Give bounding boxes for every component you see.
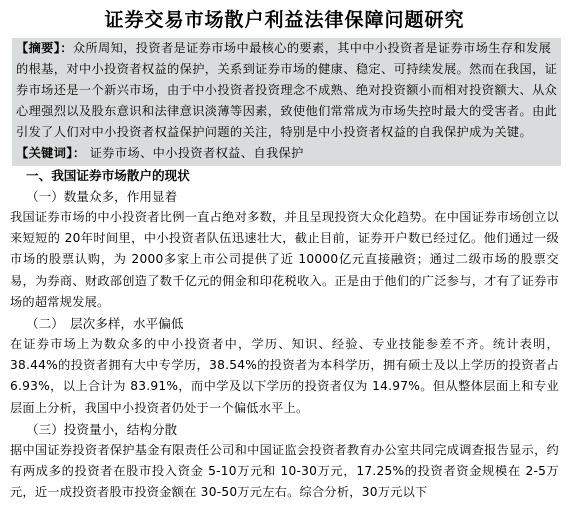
keywords-label: 【关键词】： [16, 146, 86, 160]
paragraph-1: 我国证券市场的中小投资者比例一直占绝对多数，并且呈现投资大众化趋势。在中国证券市场创立以来短短的 20年时间里，中小投资者队伍迅速壮大，截止目前，证券开户数已经过亿。他们通过一级市场的股票认购，为 2000多家上市公司提供了近 10000亿元直接融资；通过二级市场的股票交易，为券商、财政部创造了数千亿元的佣金和印花税收入。正是由于他们的广泛参与，才有了证券市场的超常规发展。 [10, 210, 559, 309]
document-title: 证券交易市场散户利益法律保障问题研究 [104, 9, 465, 31]
keywords-text: 证券市场、中小投资者权益、自我保护 [89, 146, 304, 160]
abstract-text: 众所周知，投资者是证券市场中最核心的要素，其中中小投资者是证券市场生存和发展的根基，对中小投资者权益的保护，关系到证券市场的健康、稳定、可持续发展。然而在我国，证券市场还是一个新兴市场，由于中小投资者投资理念不成熟、绝对投资额小而相对投资额大、从众心理强烈以及股东意识和法律意识淡薄等因素，致使他们常常成为市场失控时最大的受害者。由此引发了人们对中小投资者权益保护问题的关注，特别是中小投资者权益的自我保护成为关键。 [16, 41, 558, 139]
paragraph-2: 在证券市场上为数众多的中小投资者中，学历、知识、经验、专业技能参差不齐。统计表明，38.44%的投资者拥有大中专学历，38.54%的投资者为本科学历，拥有硕士及以上学历的投资者占 6.93%，以上合计为 83.91%，而中学及以下学历的投资者仅为 14.97%。但从整体层面上和专业层面上分析，我国中小投资者仍处于一个偏低水平上。 [10, 337, 559, 415]
subsection-heading-1: （一）数量众多，作用显着 [26, 189, 178, 204]
abstract-label: 【摘要】： [16, 41, 73, 55]
keywords-line [16, 143, 559, 164]
subsection-heading-3: （三）投资量小，结构分散 [26, 421, 178, 437]
subsection-heading-2: （二） 层次多样，水平偏低 [26, 316, 184, 332]
section-heading: 一、我国证券市场散户的现状 [26, 168, 190, 183]
abstract-block [12, 38, 561, 166]
paragraph-3: 据中国证券投资者保护基金有限责任公司和中国证监会投资者教育办公室共同完成调查报告显示，约有两成多的投资者在股市投入资金 5-10万元和 10-30万元，17.25%的投资者资金规模在 2-5万元，近一成投资者股市投资金额在 30-50万元左右。综合分析，30万元以下 [10, 442, 559, 500]
